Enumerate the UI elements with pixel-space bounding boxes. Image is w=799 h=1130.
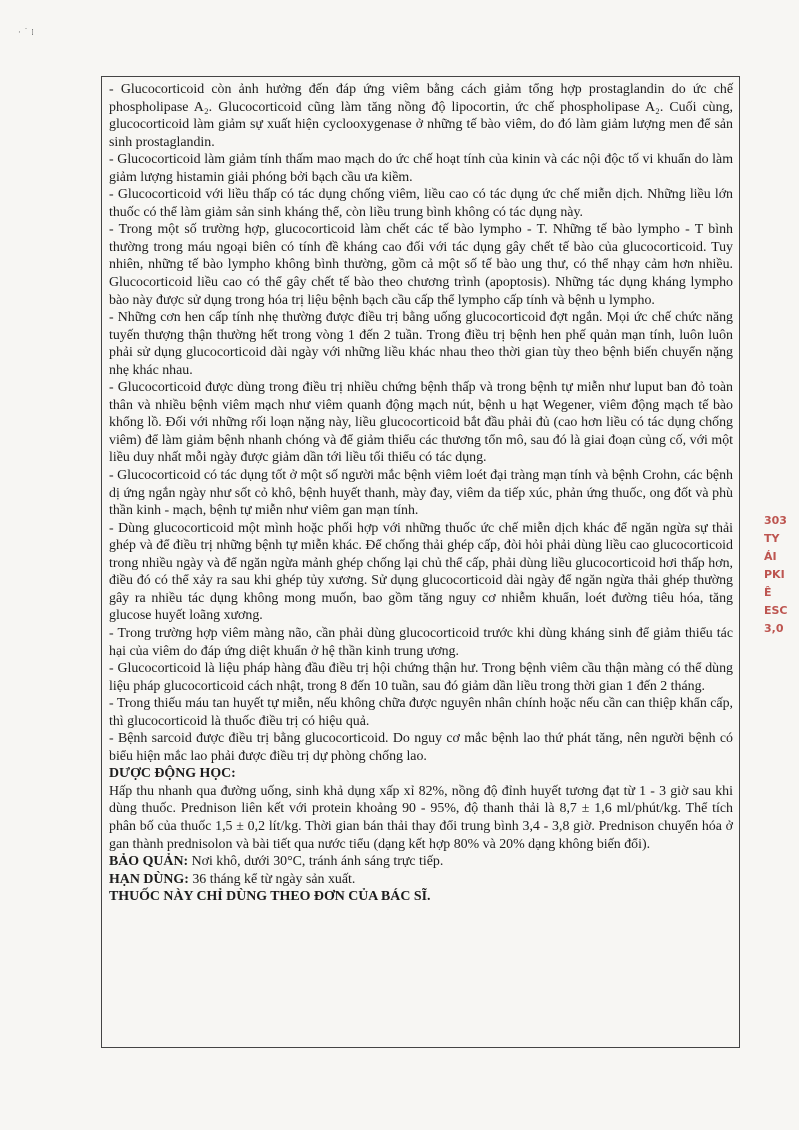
paragraph: - Trong một số trường hợp, glucocorticoid làm chết các tế bào lympho - T. Những tế bào lympho - T bình thường trong máu ngoại biên có tính đề kháng cao đối với tác dụng gây chết tế bào của glucocorticoid. Tuy nhiên, những tế bào lympho không bình thường, gồm cả một số tế bào ung thư, có thể nhạy cảm hơn nhiều. Glucocorticoid liều cao có thể gây chết tế bào theo chương trình (apoptosis). Những tác dụng kháng lympho bào này được sử dụng trong hóa trị liệu bệnh bạch cầu cấp thể lympho cấp tính và bệnh u lympho.: [109, 222, 733, 308]
paragraph: - Dùng glucocorticoid một mình hoặc phối hợp với những thuốc ức chế miễn dịch khác để ngăn ngừa sự thải ghép và để điều trị những bệnh tự miễn khác. Để chống thải ghép cấp, đòi hỏi phải dùng liều cao glucocorticoid trong nhiều ngày và để ngăn ngừa mảnh ghép chống lại chủ thể cấp, phải dùng liều glucocorticoid hơi thấp hơn, điều đó có thể xảy ra sau khi ghép tủy xương. Sử dụng glucocorticoid dài ngày để ngăn ngừa thải ghép thường gây ra nhiều tác dụng không mong muốn, bao gồm tăng nguy cơ nhiễm khuẩn, loét đường tiêu hóa, tăng glucose huyết loãng xương.: [109, 520, 733, 624]
stamp-text: PKI: [764, 568, 785, 581]
paragraph: - Glucocorticoid là liệu pháp hàng đầu điều trị hội chứng thận hư. Trong bệnh viêm cầu thận màng có thể dùng liệu pháp glucocorticoid cách nhật, trong 8 đến 10 tuần, sau đó giảm dần liều trong thời gian 1 đến 2 tháng.: [109, 661, 733, 694]
stamp-text: ÁI: [764, 550, 777, 563]
storage-text: Nơi khô, dưới 30°C, tránh ánh sáng trực tiếp.: [188, 854, 444, 870]
prescription-note: THUỐC NÀY CHỈ DÙNG THEO ĐƠN CỦA BÁC SĨ.: [109, 889, 431, 905]
storage-label: BẢO QUẢN:: [109, 854, 189, 870]
paragraph: - Những cơn hen cấp tính nhẹ thường được điều trị bằng uống glucocorticoid đợt ngắn. Mọi ức chế chức năng tuyến thượng thận thường hết trong vòng 1 đến 2 tuần. Trong điều trị bệnh hen phế quản mạn tính, luôn luôn phải sử dụng glucocorticoid dài ngày với những liều khác nhau theo thời gian tùy theo bệnh biến chuyển nặng nhẹ khác nhau.: [109, 310, 733, 378]
expiry-line: [109, 871, 733, 889]
paragraph: - Glucocorticoid làm giảm tính thấm mao mạch do ức chế hoạt tính của kinin và các nội độc tố vi khuẩn do làm giảm lượng histamin giải phóng bởi bạch cầu ưa kiềm.: [109, 152, 733, 185]
stamp-text: 3,0: [764, 622, 784, 635]
stamp-text: 303: [764, 514, 787, 527]
expiry-text: 36 tháng kể từ ngày sản xuất.: [188, 871, 356, 887]
stamp-text: ESC: [764, 604, 788, 617]
storage-line: [109, 853, 733, 871]
paragraph: - Trong trường hợp viêm màng não, cần phải dùng glucocorticoid trước khi dùng kháng sinh để giảm thiểu tác hại của viêm do đáp ứng diệt khuẩn ở hệ thần kinh trung ương.: [109, 625, 733, 659]
pharmacokinetics-text: Hấp thu nhanh qua đường uống, sinh khả dụng xấp xỉ 82%, nồng độ đỉnh huyết tương đạt từ 1 - 3 giờ sau khi dùng thuốc. Prednison liên kết với protein khoảng 90 - 95%, độ thanh thải là 8,7 ± 1,6 ml/phút/kg. Thể tích phân bố của thuốc 1,5 ± 0,2 lít/kg. Thời gian bán thải thay đổi trung bình 3,4 - 3,8 giờ. Prednison chuyển hóa ở gan thành prednisolon và bài tiết qua nước tiểu (dạng kết hợp 80% và 20% dạng không biến đổi).: [109, 783, 733, 852]
paragraph: - Trong thiếu máu tan huyết tự miễn, nếu không chữa được nguyên nhân chính hoặc nếu cần can thiệp khẩn cấp, thì glucocorticoid là thuốc điều trị có hiệu quả.: [109, 696, 733, 729]
scan-marks: · ˙ ⁞: [18, 28, 34, 38]
stamp-text: TY: [764, 532, 780, 545]
expiry-label: HẠN DÙNG:: [109, 871, 189, 887]
paragraph: - Glucocorticoid được dùng trong điều trị nhiều chứng bệnh thấp và trong bệnh tự miễn như luput ban đỏ toàn thân và nhiều bệnh viêm mạch như viêm quanh động mạch nút, bệnh u hạt Wegener, viêm động mạch tế bào khổng lồ. Đối với những rối loạn nặng này, liều glucocorticoid bắt đầu phải đủ (cao hơn liều có tác dụng chống viêm) để làm giảm bệnh nhanh chóng và để giảm thiểu các thương tổn mô, sau đó là giai đoạn củng cố, với một liều duy nhất mỗi ngày được giảm dần tới liều tối thiểu có tác dụng.: [109, 380, 733, 466]
document-frame: [101, 76, 740, 1048]
paragraph: - Glucocorticoid có tác dụng tốt ở một số người mắc bệnh viêm loét đại tràng mạn tính và bệnh Crohn, các bệnh dị ứng ngắn ngày như sốt cỏ khô, bệnh huyết thanh, mày đay, viêm da tiếp xúc, phản ứng thuốc, ong đốt và phù thần kinh - mạch, bệnh tự miễn như viêm gan mạn tính.: [109, 468, 733, 519]
paragraph: - Bệnh sarcoid được điều trị bằng glucocorticoid. Do nguy cơ mắc bệnh lao thứ phát tăng, nên người bệnh có biểu hiện mắc lao phải được điều trị dự phòng chống lao.: [109, 731, 733, 764]
document-content: [109, 81, 733, 906]
paragraph: - Glucocorticoid còn ảnh hưởng đến đáp ứng viêm bằng cách giảm tổng hợp prostaglandin do ức chế phospholipase A₂. Glucocorticoid cũng làm tăng nồng độ lipocortin, ức chế phospholipase A₂. Cuối cùng, glucocorticoid làm giảm sự xuất hiện cyclooxygenase ở những tế bào viêm, do đó làm giảm lượng men để sản sinh prostaglandin.: [109, 82, 733, 150]
red-stamp: [764, 512, 798, 702]
stamp-text: Ê: [764, 586, 772, 599]
pharmacokinetics-heading: DƯỢC ĐỘNG HỌC:: [109, 766, 236, 782]
paragraph: - Glucocorticoid với liều thấp có tác dụng chống viêm, liều cao có tác dụng ức chế miễn dịch. Những liều lớn thuốc có thể làm giảm sản sinh kháng thể, còn liều trung bình không có tác dụng này.: [109, 187, 733, 220]
